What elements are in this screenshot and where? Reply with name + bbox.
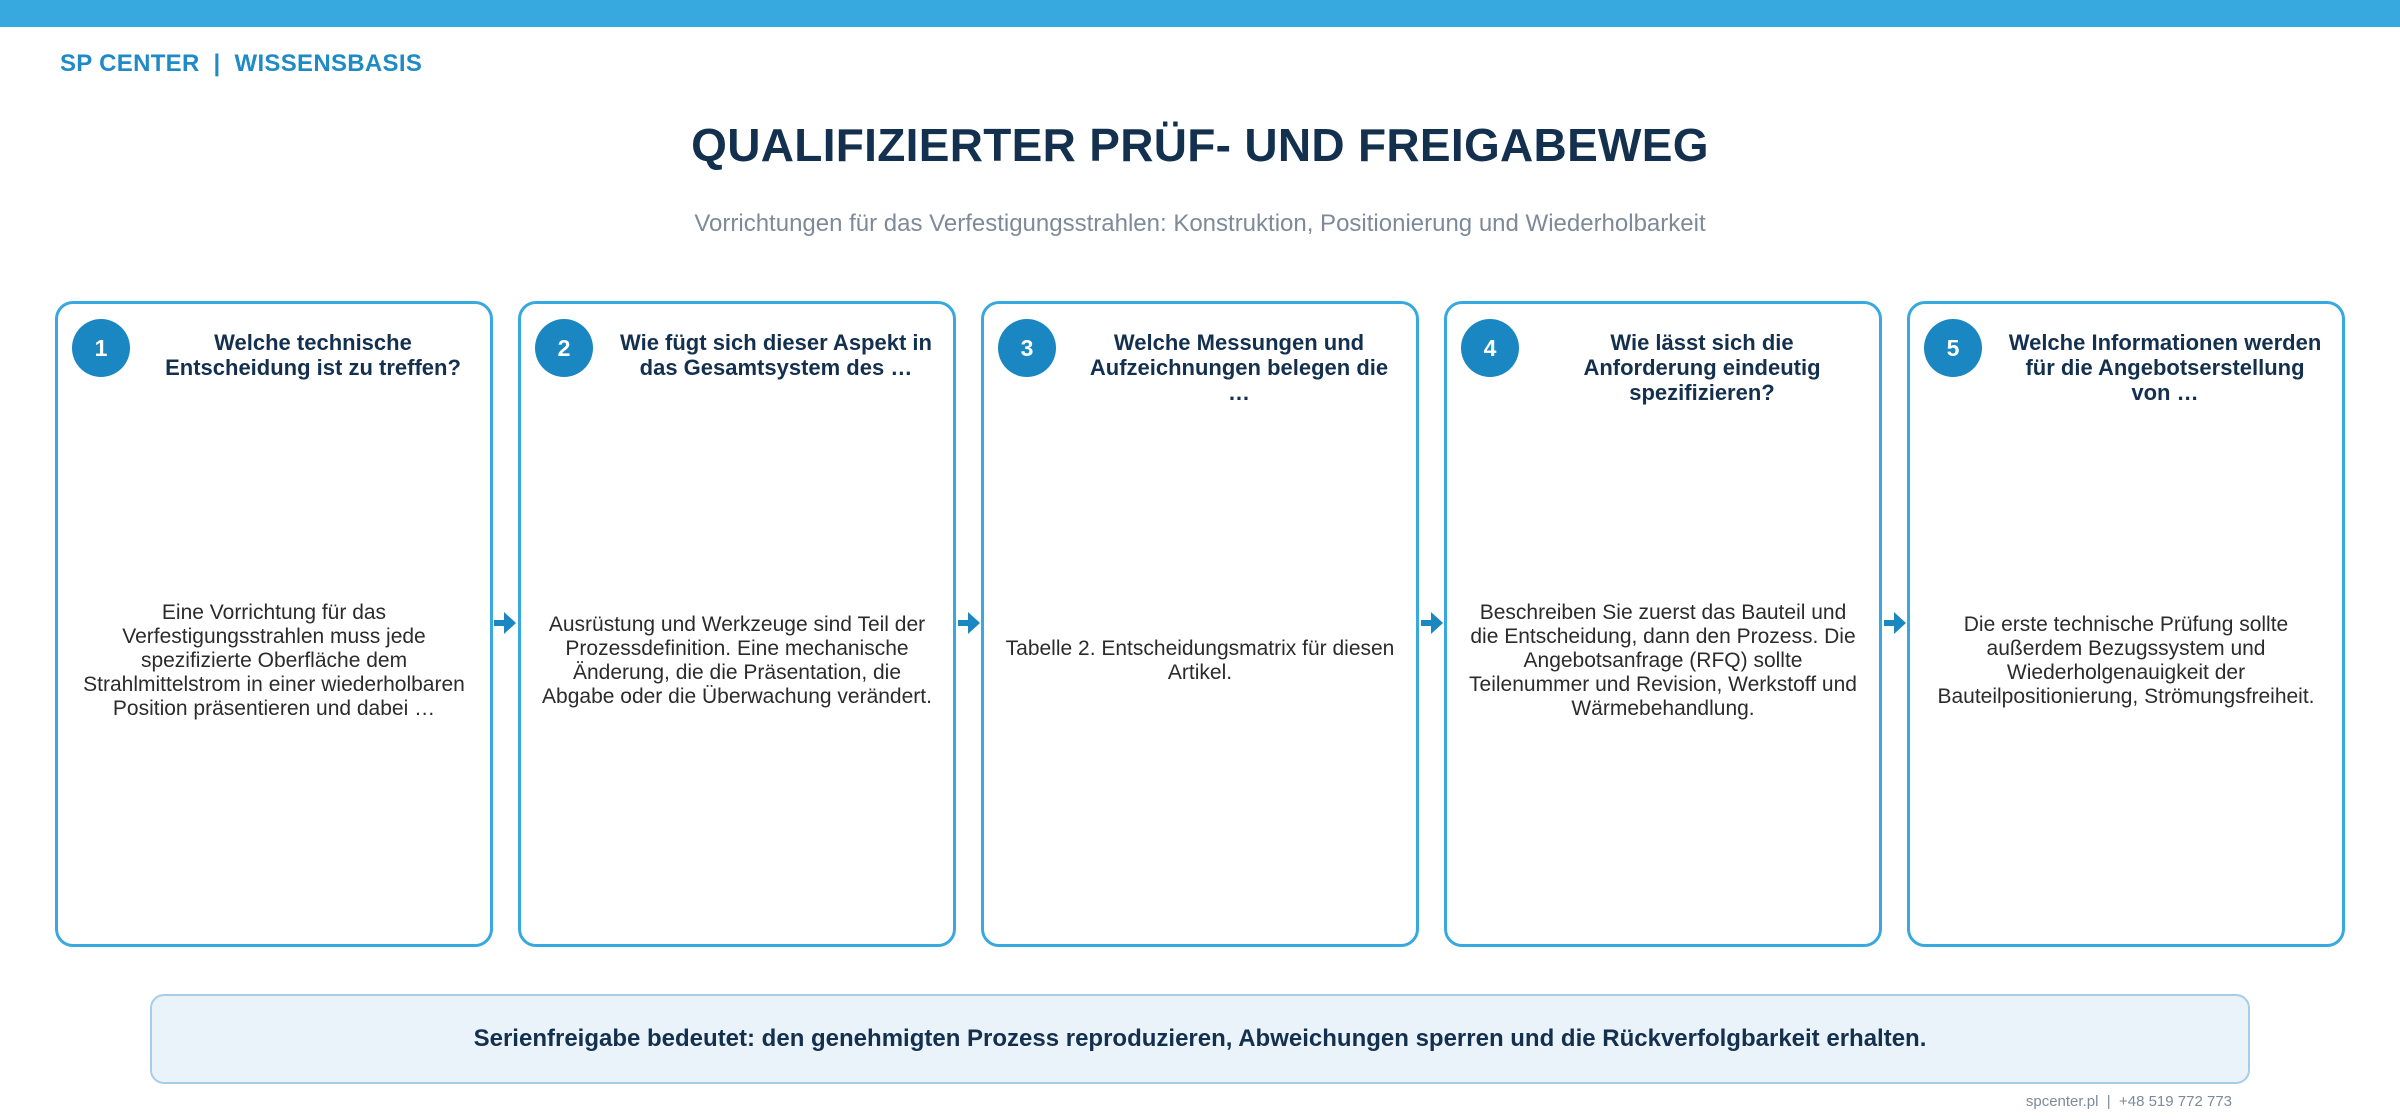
summary-banner-text: Serienfreigabe bedeutet: den genehmigten Prozess reproduzieren, Abweichungen sperren und die Rückverfolgbarkeit erhalten. xyxy=(473,1025,1927,1052)
footer-contact: spcenter.pl | +48 519 772 773 xyxy=(2025,1093,2232,1110)
step-answer: Beschreiben Sie zuerst das Bauteil und die Entscheidung, dann den Prozess. Die Angebotsanfrage (RFQ) sollte Teilenummer und Revision, Werkstoff und Wärmebehandlung. xyxy=(1469,600,1857,720)
page-subtitle: Vorrichtungen für das Verfestigungsstrahlen: Konstruktion, Positionierung und Wiederholbarkeit xyxy=(694,210,1706,237)
top-accent-bar xyxy=(0,0,2400,27)
step-question: Welche Informationen werden für die Angebotserstellung von … xyxy=(2008,330,2322,405)
step-card-2 xyxy=(518,301,956,947)
step-number-badge: 4 xyxy=(1461,319,1519,377)
arrow-right-icon xyxy=(494,612,518,634)
summary-banner xyxy=(150,994,2250,1084)
step-answer: Ausrüstung und Werkzeuge sind Teil der Prozessdefinition. Eine mechanische Änderung, die die Präsentation, die Abgabe oder die Überwachung verändert. xyxy=(542,612,932,708)
step-question: Wie lässt sich die Anforderung eindeutig spezifizieren? xyxy=(1583,330,1821,405)
step-number-badge: 2 xyxy=(535,319,593,377)
arrow-right-icon xyxy=(958,612,982,634)
brand-label: SP CENTER | WISSENSBASIS xyxy=(60,50,423,77)
step-number-badge: 5 xyxy=(1924,319,1982,377)
step-card-3 xyxy=(981,301,1419,947)
arrow-right-icon xyxy=(1421,612,1445,634)
step-answer: Tabelle 2. Entscheidungsmatrix für diesen Artikel. xyxy=(1005,636,1395,684)
step-answer: Eine Vorrichtung für das Verfestigungsstrahlen muss jede spezifizierte Oberfläche dem Strahlmittelstrom in einer wiederholbaren Position präsentieren und dabei … xyxy=(83,600,465,720)
step-question: Wie fügt sich dieser Aspekt in das Gesamtsystem des … xyxy=(620,330,932,380)
step-answer: Die erste technische Prüfung sollte außerdem Bezugssystem und Wiederholgenauigkeit der Bauteilpositionierung, Strömungsfreiheit. xyxy=(1937,612,2315,708)
step-number-badge: 3 xyxy=(998,319,1056,377)
arrow-right-icon xyxy=(1884,612,1908,634)
step-card-4 xyxy=(1444,301,1882,947)
page-title: QUALIFIZIERTER PRÜF- UND FREIGABEWEG xyxy=(691,119,1709,171)
step-question: Welche technische Entscheidung ist zu treffen? xyxy=(165,330,461,380)
step-question: Welche Messungen und Aufzeichnungen belegen die … xyxy=(1089,330,1389,405)
step-card-1 xyxy=(55,301,493,947)
step-number-badge: 1 xyxy=(72,319,130,377)
step-card-5 xyxy=(1907,301,2345,947)
